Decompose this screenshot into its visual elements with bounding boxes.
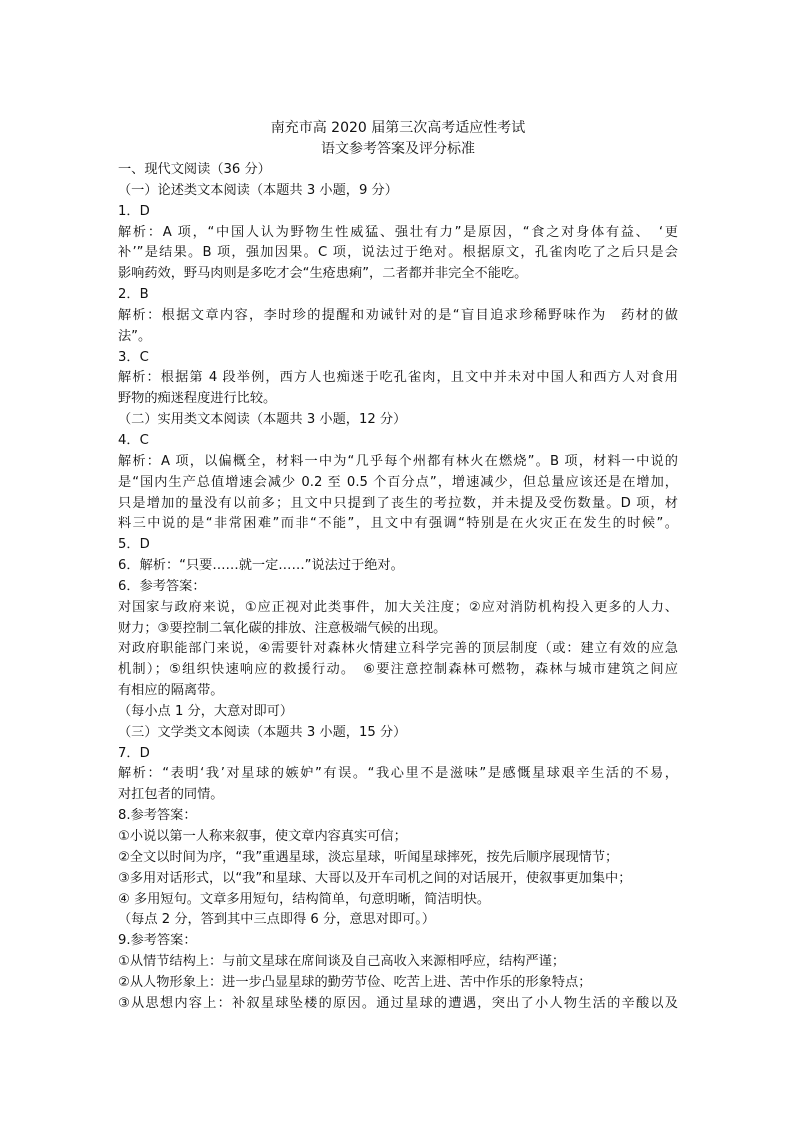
- answer-line: 7．D: [118, 745, 150, 761]
- answer-line: 1．D: [118, 203, 150, 219]
- answer-point: ③多用对话形式，以“我”和星球、大哥以及开车司机之间的对话展开，使叙事更加集中；: [118, 870, 632, 886]
- document-subtitle: 语文参考答案及评分标准: [321, 141, 475, 157]
- answer-point: ①小说以第一人称来叙事，使文章内容真实可信；: [118, 829, 407, 844]
- analysis-text: 解析：根据文章内容，李时珍的提醒和劝诫针对的是“盲目追求珍稀野味作为 药材的做: [118, 307, 678, 323]
- answer-line: 4．C: [118, 432, 149, 448]
- answer-text: 对国家与政府来说，①应正视对此类事件，加大关注度；②应对消防机构投入更多的人力、: [118, 599, 678, 615]
- analysis-text: 是“国内生产总值增速会减少 0.2 至 0.5 个百分点”，增速减少，但总量应该还是在增加，: [118, 474, 678, 490]
- scoring-note: （每小点 1 分，大意对即可）: [118, 703, 294, 719]
- answer-point: ②全文以时间为序，“我”重遇星球，淡忘星球，听闻星球摔死，按先后顺序展现情节；: [118, 849, 619, 865]
- answer-text: 对政府职能部门来说，④需要针对森林火情建立科学完善的顶层制度（或：建立有效的应急: [118, 641, 678, 657]
- answer-line: 5．D: [118, 537, 150, 553]
- analysis-text: 解析：A 项，“中国人认为野物生性威猛、强壮有力”是原因，“食之对身体有益、 ‘更: [118, 224, 678, 240]
- answer-heading: 9.参考答案：: [118, 933, 197, 949]
- analysis-text: 解析：A 项，以偏概全，材料一中为“几乎每个州都有林火在燃烧”。B 项，材料一中说的: [118, 453, 678, 469]
- answer-point: ④ 多用短句。文章多用短句，结构简单，句意明晰，简洁明快。: [118, 891, 491, 907]
- document-page: [118, 118, 678, 1015]
- section-heading: 一、现代文阅读（36 分）: [118, 162, 271, 177]
- answer-heading: 8.参考答案：: [118, 808, 197, 824]
- analysis-text: 只是增加的量没有以前多；且文中只提到了丧生的考拉数，并未提及受伤数量。D 项，材: [118, 495, 678, 511]
- answer-point: ②从人物形象上：进一步凸显星球的勤劳节俭、吃苦上进、苦中作乐的形象特点；: [118, 974, 592, 990]
- subsection-heading: （一）论述类文本阅读（本题共 3 小题，9 分）: [118, 182, 398, 198]
- subsection-heading: （二）实用类文本阅读（本题共 3 小题，12 分）: [118, 412, 407, 428]
- answer-text: 机制）；⑤组织快速响应的救援行动。 ⑥要注意控制森林可燃物，森林与城市建筑之间应: [118, 662, 678, 678]
- answer-heading: 6．参考答案：: [118, 578, 206, 594]
- analysis-text: 补’”是结果。B 项，强加因果。C 项，说法过于绝对。根据原文，孔雀肉吃了之后只是会: [118, 245, 678, 261]
- answer-point: ①从情节结构上：与前文星球在席间谈及自己高收入来源相呼应，结构严谨；: [118, 954, 566, 970]
- analysis-text: 解析：根据第 4 段举例，西方人也痴迷于吃孔雀肉，且文中并未对中国人和西方人对食用: [118, 370, 678, 386]
- answer-line: 2．B: [118, 287, 149, 303]
- scoring-note: （每点 2 分，答到其中三点即得 6 分，意思对即可。）: [118, 912, 436, 928]
- answer-text: 有相应的隔离带。: [118, 683, 224, 699]
- document-title: 南充市高 2020 届第三次高考适应性考试: [270, 120, 526, 136]
- analysis-text: 6．解析：“只要……就一定……”说法过于绝对。: [118, 558, 404, 574]
- subsection-heading: （三）文学类文本阅读（本题共 3 小题，15 分）: [118, 724, 407, 740]
- analysis-text: 对扛包者的同情。: [118, 787, 224, 803]
- analysis-text: 影响药效，野马肉则是多吃才会“生疮患痢”，二者都并非完全不能吃。: [118, 266, 528, 282]
- answer-text: 财力；③要控制二氧化碳的排放、注意极端气候的出现。: [118, 620, 447, 636]
- analysis-text: 法”。: [118, 328, 152, 344]
- analysis-text: 野物的痴迷程度进行比较。: [118, 391, 277, 407]
- answer-line: 3．C: [118, 349, 149, 365]
- answer-point: ③从思想内容上：补叙星球坠楼的原因。通过星球的遭遇，突出了小人物生活的辛酸以及: [118, 995, 678, 1011]
- analysis-text: 解析：“表明‘我’对星球的嫉妒”有误。“我心里不是滋味”是感慨星球艰辛生活的不易，: [118, 766, 678, 782]
- analysis-text: 料三中说的是“非常困难”而非“不能”，且文中有强调“特别是在火灾正在发生的时候”。: [118, 516, 678, 532]
